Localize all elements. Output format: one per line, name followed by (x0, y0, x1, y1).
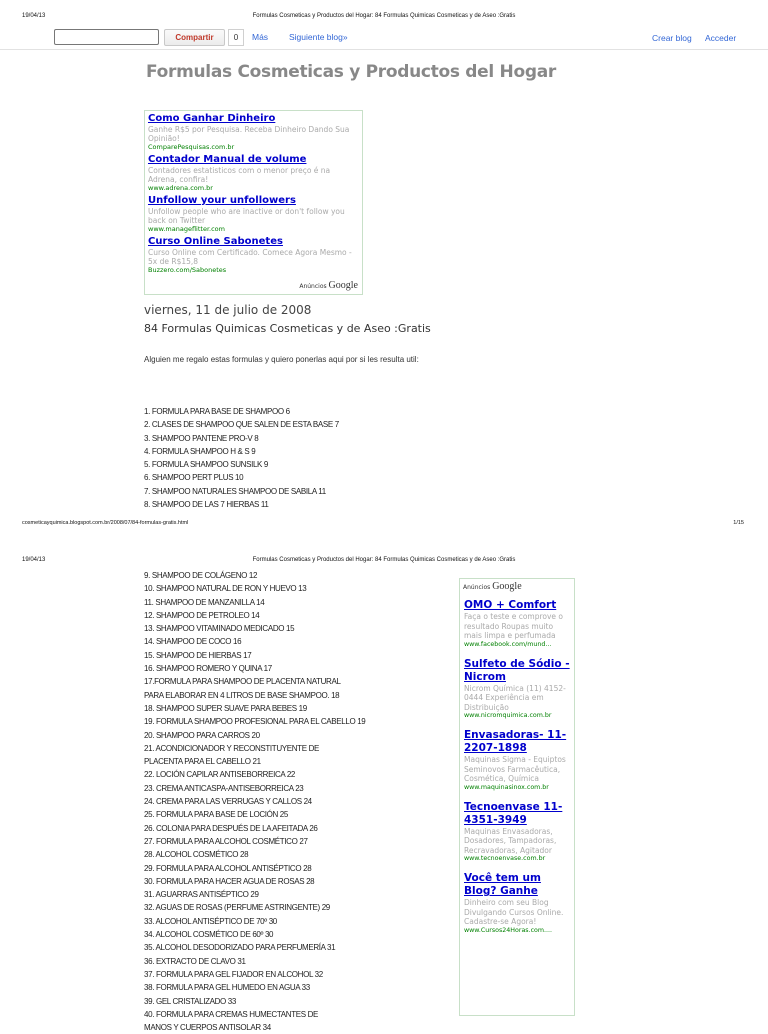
list-item: 5. FORMULA SHAMPOO SUNSILK 9 (144, 460, 269, 470)
list-item: 31. AGUARRAS ANTISÉPTICO 29 (144, 890, 259, 900)
print-footer-url: cosmeticayquimica.blogspot.com.br/2008/07/84-formulas-gratis.html (22, 520, 189, 526)
list-item: 11. SHAMPOO DE MANZANILLA 14 (144, 597, 265, 607)
google-logo: Google (492, 581, 522, 592)
ad-title[interactable]: OMO + Comfort (464, 599, 557, 611)
list-item: 37. FORMULA PARA GEL FIJADOR EN ALCOHOL 32 (144, 969, 323, 979)
ad-text: Unfollow people who are inactive or don't follow you back on Twitter (148, 207, 345, 225)
list-item: 32. AGUAS DE ROSAS (PERFUME ASTRINGENTE) 29 (144, 903, 330, 913)
login-link[interactable]: Acceder (705, 33, 737, 43)
ad-url[interactable]: www.Cursos24Horas.com.... (464, 926, 553, 934)
ad-url[interactable]: www.manageflitter.com (148, 225, 225, 233)
create-blog-link[interactable]: Crear blog (652, 33, 692, 43)
list-item: 12. SHAMPOO DE PETROLEO 14 (144, 610, 260, 620)
print-date: 19/04/13 (22, 557, 46, 563)
ad-item[interactable] (464, 658, 570, 721)
print-footer-page1 (0, 520, 768, 530)
list-item: 10. SHAMPOO NATURAL DE RON Y HUEVO 13 (144, 584, 307, 594)
ad-url[interactable]: ComparePesquisas.com.br (148, 143, 235, 151)
list-item: 18. SHAMPOO SUPER SUAVE PARA BEBES 19 (144, 703, 307, 713)
list-item: 25. FORMULA PARA BASE DE LOCIÓN 25 (144, 810, 289, 820)
ads-by-google-label[interactable] (299, 280, 358, 291)
list-item: 36. EXTRACTO DE CLAVO 31 (144, 956, 246, 966)
list-item: PLACENTA PARA EL CABELLO 21 (144, 757, 261, 767)
list-item: 19. FORMULA SHAMPOO PROFESIONAL PARA EL CABELLO 19 (144, 717, 366, 727)
ad-item[interactable] (464, 801, 570, 864)
list-item: 35. ALCOHOL DESODORIZADO PARA PERFUMERÍA 31 (144, 943, 336, 953)
list-item: 30. FORMULA PARA HACER AGUA DE ROSAS 28 (144, 876, 315, 886)
list-item: 9. SHAMPOO DE COLÁGENO 12 (144, 571, 258, 580)
list-item: 33. ALCOHOL ANTISÉPTICO DE 70º 30 (144, 916, 277, 926)
post-date: viernes, 11 de julio de 2008 (144, 303, 312, 317)
ad-text: Curso Online com Certificado. Comece Agora Mesmo - 5x de R$15,8 (148, 248, 352, 266)
print-date: 19/04/13 (22, 13, 46, 19)
list-item: PARA ELABORAR EN 4 LITROS DE BASE SHAMPOO. 18 (144, 690, 340, 700)
more-link[interactable]: Más (252, 32, 269, 42)
list-item: MANOS Y CUERPOS ANTISOLAR 34 (144, 1023, 271, 1033)
list-item: 8. SHAMPOO DE LAS 7 HIERBAS 11 (144, 500, 269, 510)
next-blog-link[interactable]: Siguiente blog» (289, 32, 348, 42)
list-item: 1. FORMULA PARA BASE DE SHAMPOO 6 (144, 407, 290, 416)
post-intro: Alguien me regalo estas formulas y quiero ponerlas aqui por si les resulta util: (144, 355, 419, 364)
blog-title[interactable]: Formulas Cosmeticas y Productos del Hogar (146, 62, 556, 82)
post-title[interactable]: 84 Formulas Quimicas Cosmeticas y de Aseo :Gratis (144, 322, 431, 335)
list-item: 4. FORMULA SHAMPOO H & S 9 (144, 446, 256, 456)
list-item: 22. LOCIÓN CAPILAR ANTISEBORREICA 22 (144, 770, 296, 780)
share-count: 0 (228, 29, 244, 46)
ad-item[interactable] (148, 154, 359, 192)
list-item: 29. FORMULA PARA ALCOHOL ANTISÉPTICO 28 (144, 863, 312, 873)
ad-url[interactable]: www.maquinasinox.com.br (464, 783, 549, 791)
print-header-page2 (0, 557, 768, 567)
list-item: 2. CLASES DE SHAMPOO QUE SALEN DE ESTA BASE 7 (144, 420, 339, 430)
ad-block-top (144, 110, 363, 295)
ad-text: Maquinas Envasadoras, Dosadores, Tampadoras, Recravadoras, Agitador (464, 826, 557, 855)
blogger-navbar (0, 24, 768, 50)
print-title: Formulas Cosmeticas y Productos del Hogar: 84 Formulas Quimicas Cosmeticas y de Aseo :Gratis (252, 557, 516, 563)
ads-label-prefix: Anúncios (299, 283, 327, 290)
ad-item[interactable] (464, 729, 570, 792)
print-title: Formulas Cosmeticas y Productos del Hogar: 84 Formulas Quimicas Cosmeticas y de Aseo :Gratis (252, 13, 516, 19)
list-item: 26. COLONIA PARA DESPUÉS DE LA AFEITADA 26 (144, 823, 318, 833)
ad-item[interactable] (148, 113, 359, 151)
print-header-page1 (0, 13, 768, 23)
ad-title[interactable]: Curso Online Sabonetes (148, 236, 283, 247)
share-button[interactable]: Compartir (164, 29, 225, 46)
list-item: 16. SHAMPOO ROMERO Y QUINA 17 (144, 664, 272, 674)
ads-by-google-label[interactable] (463, 581, 522, 592)
ad-text: Nicrom Química (11) 4152-0444 Experiência em Distribuição (464, 683, 566, 712)
ad-title[interactable]: Como Ganhar Dinheiro (148, 113, 276, 124)
ad-item[interactable] (464, 872, 570, 935)
print-page-number: 1/15 (733, 520, 744, 526)
ad-url[interactable]: www.tecnoenvase.com.br (464, 855, 546, 862)
list-item: 20. SHAMPOO PARA CARROS 20 (144, 730, 260, 740)
list-item: 14. SHAMPOO DE COCO 16 (144, 637, 242, 647)
ad-url[interactable]: www.nicromquimica.com.br (464, 712, 552, 719)
ad-title[interactable]: Contador Manual de volume (148, 154, 307, 165)
list-item: 17.FORMULA PARA SHAMPOO DE PLACENTA NATURAL (144, 677, 341, 687)
search-input[interactable] (54, 29, 159, 45)
list-item: 3. SHAMPOO PANTENE PRO-V 8 (144, 433, 259, 443)
ad-title[interactable]: Unfollow your unfollowers (148, 195, 296, 206)
list-item: 39. GEL CRISTALIZADO 33 (144, 996, 236, 1006)
list-item: 23. CREMA ANTICASPA-ANTISEBORREICA 23 (144, 783, 304, 793)
ad-title[interactable]: Envasadoras- 11-2207-1898 (464, 729, 567, 754)
list-item: 34. ALCOHOL COSMÉTICO DE 60º 30 (144, 930, 274, 940)
list-item: 13. SHAMPOO VITAMINADO MEDICADO 15 (144, 624, 295, 634)
ad-title[interactable]: Tecnoenvase 11-4351-3949 (464, 800, 563, 826)
google-logo: Google (328, 280, 358, 291)
ad-url[interactable]: Buzzero.com/Sabonetes (148, 266, 227, 274)
ad-url[interactable]: www.facebook.com/mund... (464, 640, 552, 648)
list-item: 15. SHAMPOO DE HIERBAS 17 (144, 650, 252, 660)
ad-text: Dinheiro com seu Blog Divulgando Cursos Online. Cadastre-se Agora! (464, 898, 564, 926)
list-item: 6. SHAMPOO PERT PLUS 10 (144, 473, 244, 483)
ads-label-prefix: Anúncios (463, 584, 491, 591)
formula-list-page1 (144, 405, 444, 511)
ad-text: Contadores estatisticos com o menor preço é na Adrena, confira! (148, 166, 331, 184)
list-item: 24. CREMA PARA LAS VERRUGAS Y CALLOS 24 (144, 797, 312, 807)
list-item: 40. FORMULA PARA CREMAS HUMECTANTES DE (144, 1009, 318, 1019)
ad-url[interactable]: www.adrena.com.br (148, 184, 213, 192)
ad-title[interactable]: Sulfeto de Sódio - Nicrom (464, 657, 570, 683)
ad-item[interactable] (148, 236, 359, 274)
ad-title[interactable]: Você tem um Blog? Ganhe (464, 872, 541, 897)
ad-item[interactable] (464, 599, 570, 649)
list-item: 28. ALCOHOL COSMÉTICO 28 (144, 850, 249, 860)
ad-block-side (459, 578, 575, 1016)
ad-text: Faça o teste e comprove o resultado Roupas muito mais limpa e perfumada (464, 612, 564, 640)
formula-list-page2 (144, 569, 444, 1034)
list-item: 21. ACONDICIONADOR Y RECONSTITUYENTE DE (144, 743, 319, 753)
ad-text: Ganhe R$5 por Pesquisa. Receba Dinheiro Dando Sua Opinião! (148, 125, 350, 143)
list-item: 7. SHAMPOO NATURALES SHAMPOO DE SABILA 11 (144, 486, 326, 496)
list-item: 27. FORMULA PARA ALCOHOL COSMÉTICO 27 (144, 836, 308, 846)
ad-item[interactable] (148, 195, 359, 233)
ad-text: Maquinas Sigma - Equiptos Seminovos Farmacêutica, Cosmética, Química (464, 755, 566, 783)
list-item: 38. FORMULA PARA GEL HUMEDO EN AGUA 33 (144, 983, 310, 993)
